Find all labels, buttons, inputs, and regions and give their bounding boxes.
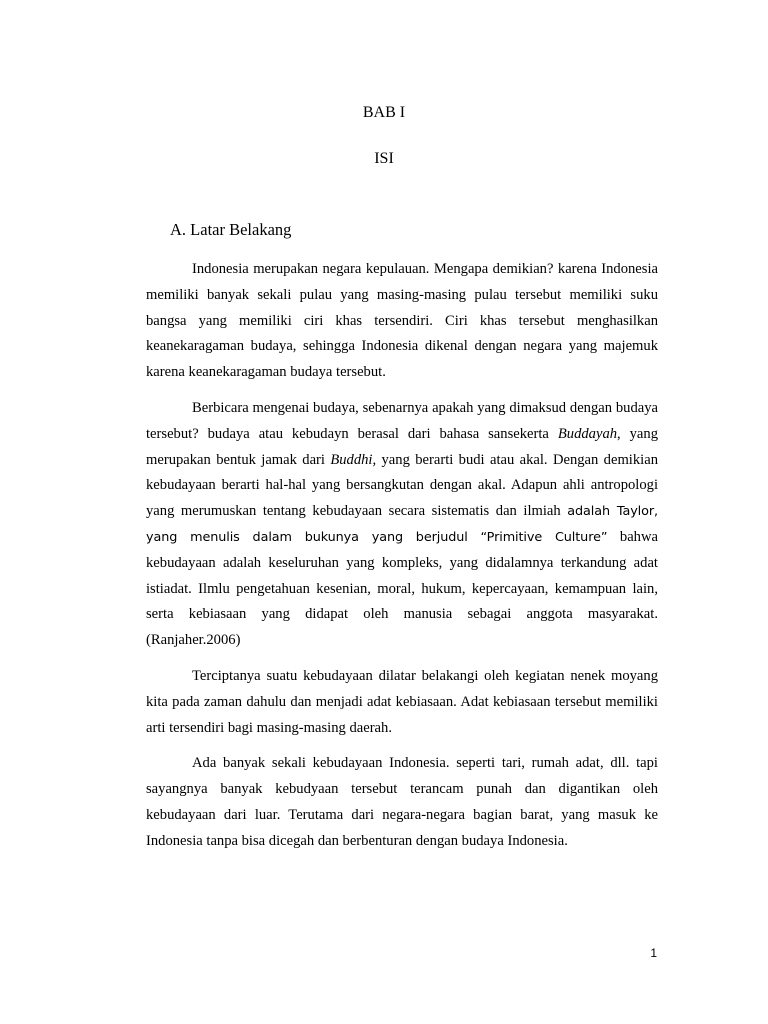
chapter-number: BAB I	[362, 104, 406, 121]
paragraph-2-part2: , yang merupakan bentuk jamak dari	[146, 425, 658, 468]
paragraph-2-sans-span: adalah Taylor, yang menulis dalam bukunya yang berjudul “Primitive Culture”	[146, 504, 658, 545]
paragraph-3: Terciptanya suatu kebudayaan dilatar belakangi oleh kegiatan nenek moyang kita pada zaman dahulu dan menjadi adat kebiasaan. Adat kebiasaan tersebut memiliki arti tersendiri bagi masing-masing daerah.	[146, 667, 658, 736]
paragraph-2	[146, 396, 658, 654]
paragraph-2-part4: bahwa kebudayaan adalah keseluruhan yang kompleks, yang didalamnya terkandung adat istiadat. Ilmlu pengetahuan kesenian, moral, hukum, kepercayaan, kemampuan lain, serta kebiasaan yang didapat oleh manusia sebagai anggota masyarakat. (Ranjaher.2006)	[146, 528, 658, 649]
term-buddayah: Buddayah	[557, 425, 618, 442]
paragraph-4: Ada banyak sekali kebudayaan Indonesia. seperti tari, rumah adat, dll. tapi sayangnya banyak kebudyaan tersebut terancam punah dan digantikan oleh kebudayaan dari luar. Terutama dari negara-negara bagian barat, yang masuk ke Indonesia tanpa bisa dicegah dan berbenturan dengan budaya Indonesia.	[146, 755, 658, 849]
page-number: 1	[650, 946, 657, 960]
section-heading: A. Latar Belakang	[170, 220, 292, 239]
body-text	[146, 257, 658, 865]
paragraph-2-part1: Berbicara mengenai budaya, sebenarnya apakah yang dimaksud dengan budaya tersebut? budaya atau kebudayn berasal dari bahasa sansekerta	[146, 399, 658, 442]
chapter-title: ISI	[374, 150, 394, 167]
chapter-header	[0, 103, 768, 169]
paragraph-2-part3: yang berarti budi atau akal. Dengan demikian kebudayaan berarti hal-hal yang bersangkutan dengan akal. Adapun ahli antropologi yang merumuskan tentang kebudayaan secara sistematis dan ilmiah	[146, 451, 658, 520]
paragraph-1: Indonesia merupakan negara kepulauan. Mengapa demikian? karena Indonesia memiliki banyak sekali pulau yang masing-masing pulau tersebut memiliki suku bangsa yang memiliki ciri khas tersendiri. Ciri khas tersebut menghasilkan keanekaragaman budaya, sehingga Indonesia dikenal dengan negara yang majemuk karena keanekaragaman budaya tersebut.	[146, 261, 658, 381]
term-buddhi: Buddhi,	[330, 451, 377, 468]
